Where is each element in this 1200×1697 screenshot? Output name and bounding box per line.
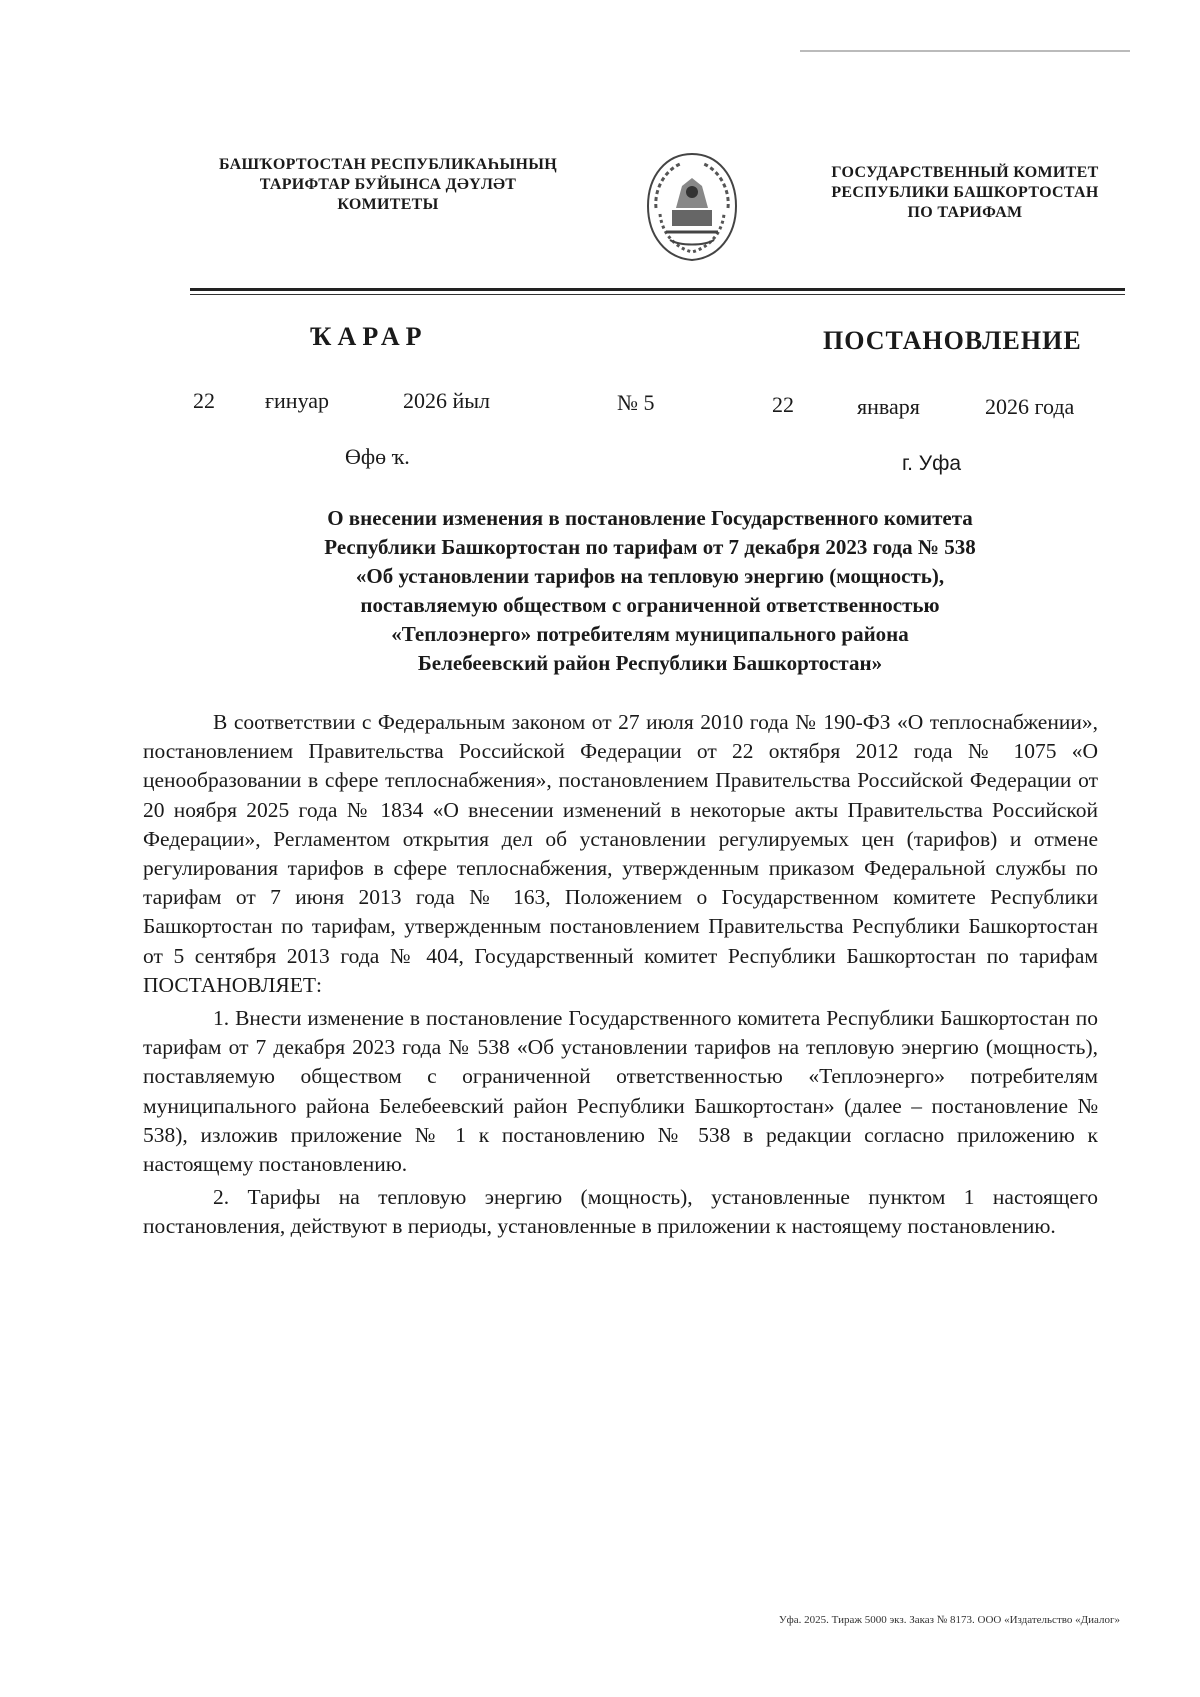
date-left-month: ғинуар: [265, 388, 330, 413]
title-line: Белебеевский район Республики Башкортостан»: [417, 651, 883, 675]
document-body: [143, 708, 1098, 1242]
city-russian: г. Уфа: [902, 452, 962, 475]
print-footer: Уфа. 2025. Тираж 5000 экз. Заказ № 8173. ООО «Издательство «Диалог»: [778, 1614, 1120, 1626]
document-number: № 5: [617, 390, 655, 415]
title-line: Республики Башкортостан по тарифам от 7 декабря 2023 года № 538: [324, 535, 976, 559]
header-right-line: ПО ТАРИФАМ: [907, 204, 1023, 221]
header-divider-thin: [190, 294, 1125, 295]
date-left-year: 2026 йыл: [403, 388, 491, 413]
header-left-bashkir: [178, 155, 598, 215]
header-right-line: ГОСУДАРСТВЕННЫЙ КОМИТЕТ: [831, 164, 1099, 181]
header-right-line: РЕСПУБЛИКИ БАШКОРТОСТАН: [831, 184, 1099, 201]
bashkortostan-coat-of-arms-icon: [636, 148, 748, 266]
city-bashkir: Өфө ҡ.: [345, 444, 410, 469]
doc-type-russian: ПОСТАНОВЛЕНИЕ: [823, 326, 1082, 355]
header-left-line: КОМИТЕТЫ: [337, 196, 439, 213]
header-left-line: БАШҠОРТОСТАН РЕСПУБЛИКАҺЫНЫҢ: [218, 156, 558, 173]
document-title: [180, 504, 1120, 678]
header-left-line: ТАРИФТАР БУЙЫНСА ДӘҮЛӘТ: [259, 176, 517, 193]
title-line: О внесении изменения в постановление Государственного комитета: [327, 506, 973, 530]
date-right-year: 2026 года: [985, 394, 1075, 419]
doc-type-bashkir: ҠАРАР: [310, 322, 428, 351]
scan-artifact: [800, 50, 1130, 52]
date-right-day: 22: [772, 392, 794, 417]
header-right-russian: [795, 163, 1135, 223]
title-line: «Теплоэнерго» потребителям муниципального района: [391, 622, 909, 646]
date-right-month: января: [857, 394, 920, 419]
title-line: поставляемую обществом с ограниченной ответственностью: [360, 593, 940, 617]
title-line: «Об установлении тарифов на тепловую энергию (мощность),: [355, 564, 945, 588]
body-paragraph-item-1: 1. Внести изменение в постановление Государственного комитета Республики Башкортостан по тарифам от 7 декабря 2023 года № 538 «Об установлении тарифов на тепловую энергию (мощность), поставляемую обществом с ограниченной ответственностью «Теплоэнерго» потребителям муниципального района Белебеевский район Республики Башкортостан» (далее – постановление № 538), изложив приложение № 1 к постановлению № 538 в редакции согласно приложению к настоящему постановлению.: [143, 1006, 1098, 1177]
body-paragraph-item-2: 2. Тарифы на тепловую энергию (мощность), установленные пунктом 1 настоящего постановления, действуют в периоды, установленные в приложении к настоящему постановлению.: [143, 1185, 1098, 1239]
body-paragraph-preamble: В соответствии с Федеральным законом от 27 июля 2010 года № 190-ФЗ «О теплоснабжении», постановлением Правительства Российской Федерации от 22 октября 2012 года № 1075 «О ценообразовании в сфере теплоснабжения», постановлением Правительства Российской Федерации от 20 ноября 2025 года № 1834 «О внесении изменений в некоторые акты Правительства Российской Федерации», Регламентом открытия дел об установлении регулируемых цен (тарифов) и отмене регулирования тарифов в сфере теплоснабжения, утвержденным приказом Федеральной службы по тарифам от 7 июня 2013 года № 163, Положением о Государственном комитете Республики Башкортостан по тарифам, утвержденным постановлением Правительства Республики Башкортостан от 5 сентября 2013 года № 404, Государственный комитет Республики Башкортостан по тарифам ПОСТАНОВЛЯЕТ:: [143, 710, 1098, 997]
date-left-day: 22: [193, 388, 215, 413]
header-divider-thick: [190, 288, 1125, 291]
